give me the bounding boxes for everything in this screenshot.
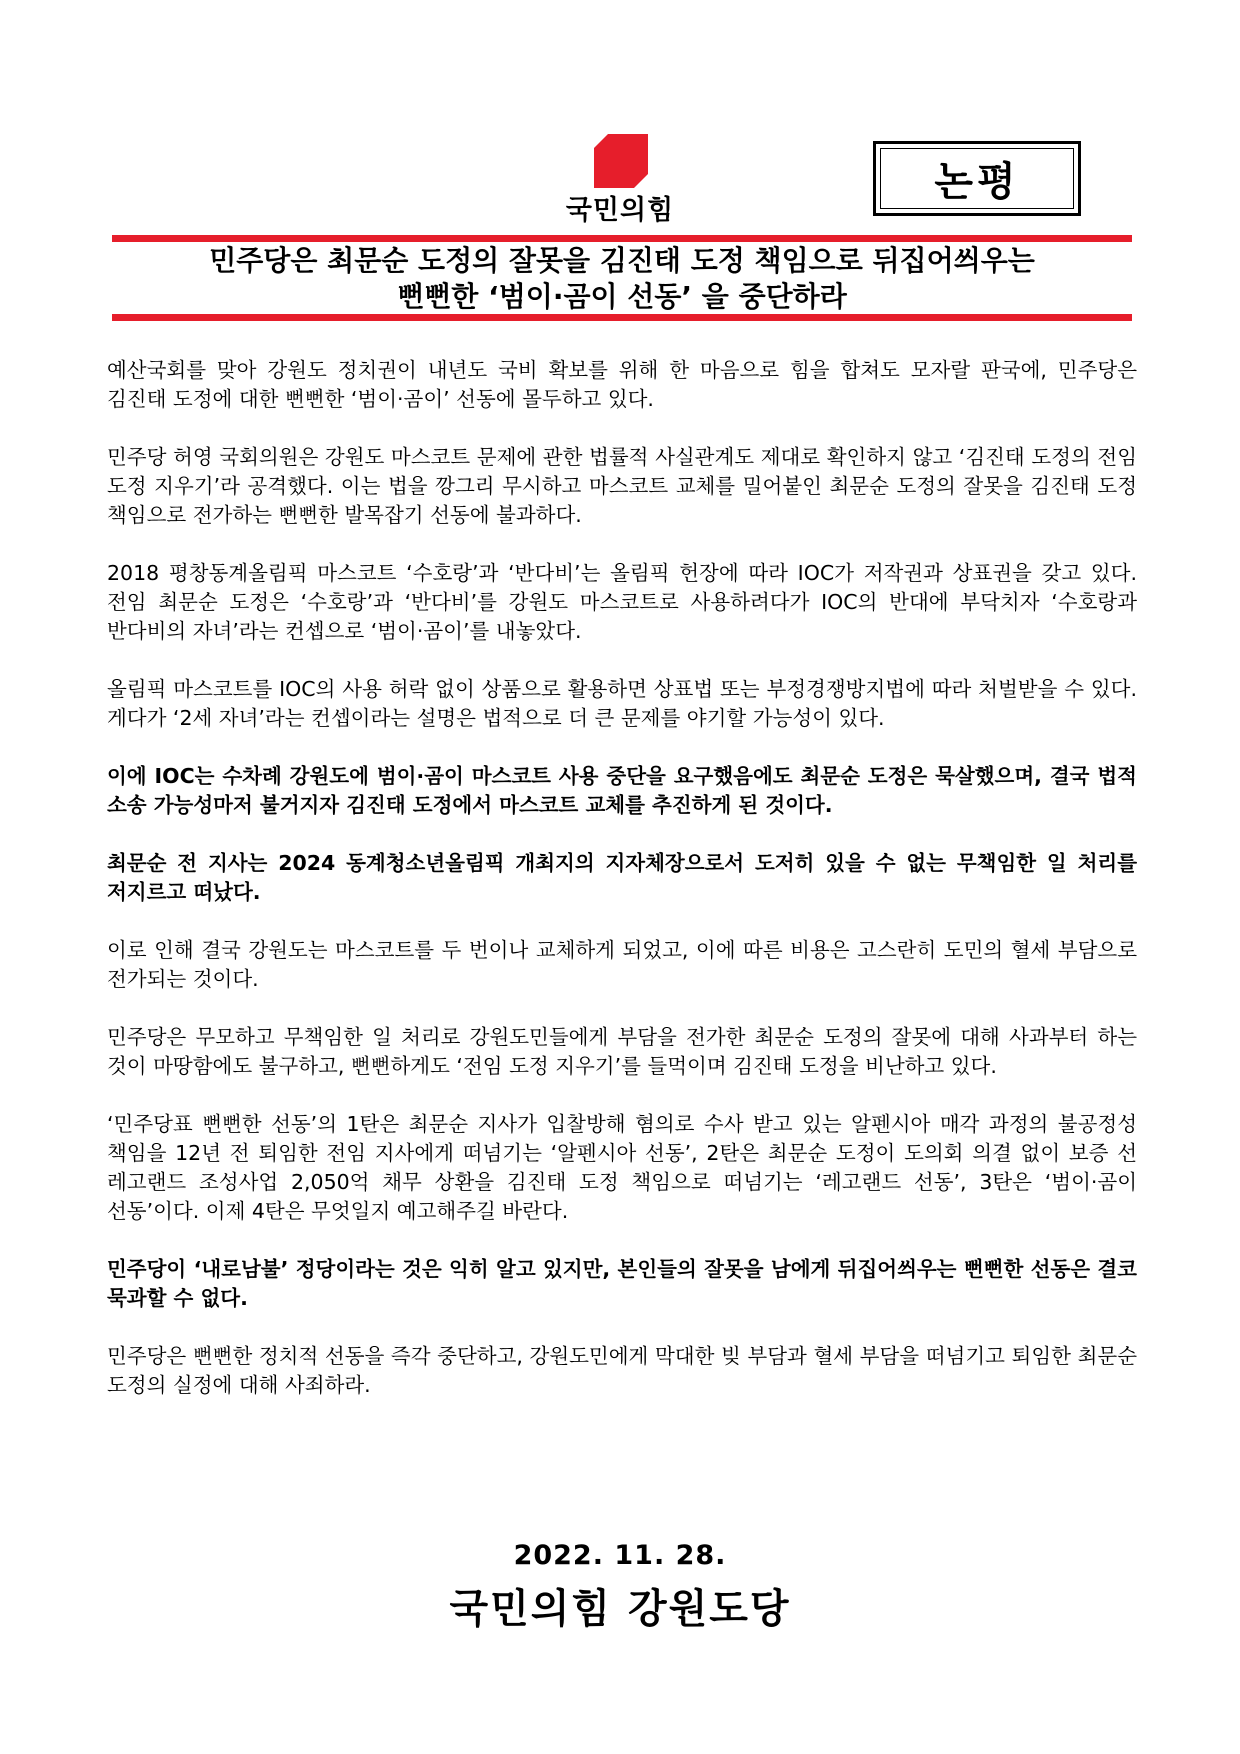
body-paragraph: 민주당은 무모하고 무책임한 일 처리로 강원도민들에게 부담을 전가한 최문순 도정의 잘못에 대해 사과부터 하는 것이 마땅함에도 불구하고, 뻔뻔하게도 ‘전임 도정 지우기’를 들먹이며 김진태 도정을 비난하고 있다. xyxy=(107,1025,1137,1078)
headline-line-1: 민주당은 최문순 도정의 잘못을 김진태 도정 책임으로 뒤집어씌우는 xyxy=(209,244,1035,277)
body-paragraph: 민주당은 뻔뻔한 정치적 선동을 즉각 중단하고, 강원도민에게 막대한 빚 부담과 혈세 부담을 떠넘기고 퇴임한 최문순 도정의 실정에 대해 사죄하라. xyxy=(107,1344,1137,1397)
body-paragraph: 예산국회를 맞아 강원도 정치권이 내년도 국비 확보를 위해 한 마음으로 힘을 합쳐도 모자랄 판국에, 민주당은 김진태 도정에 대한 뻔뻔한 ‘범이·곰이’ 선동에 몰두하고 있다. xyxy=(107,358,1137,411)
issuer-signature: 국민의힘 강원도당 xyxy=(449,1586,791,1632)
headline-top-rule xyxy=(112,235,1132,242)
headline xyxy=(112,243,1132,315)
party-logo-text: 국민의힘 xyxy=(565,195,675,226)
body-paragraph: 2018 평창동계올림픽 마스코트 ‘수호랑’과 ‘반다비’는 올림픽 헌장에 따라 IOC가 저작권과 상표권을 갖고 있다. 전임 최문순 도정은 ‘수호랑’과 ‘반다비’를 강원도 마스코트로 사용하려다가 IOC의 반대에 부닥치자 ‘수호랑과 반다비의 자녀’라는 컨셉으로 ‘범이·곰이’를 내놓았다. xyxy=(107,561,1137,643)
body-paragraph: 이에 IOC는 수차례 강원도에 범이·곰이 마스코트 사용 중단을 요구했음에도 최문순 도정은 묵살했으며, 결국 법적 소송 가능성마저 불거지자 김진태 도정에서 마스코트 교체를 추진하게 된 것이다. xyxy=(107,764,1137,817)
document-type-box xyxy=(873,141,1081,216)
body-paragraph: 이로 인해 결국 강원도는 마스코트를 두 번이나 교체하게 되었고, 이에 따른 비용은 고스란히 도민의 혈세 부담으로 전가되는 것이다. xyxy=(107,938,1137,991)
body-paragraph: 최문순 전 지사는 2024 동계청소년올림픽 개최지의 지자체장으로서 도저히 있을 수 없는 무책임한 일 처리를 저지르고 떠났다. xyxy=(107,851,1137,904)
body-paragraph: 올림픽 마스코트를 IOC의 사용 허락 없이 상품으로 활용하면 상표법 또는 부정경쟁방지법에 따라 처벌받을 수 있다. 게다가 ‘2세 자녀’라는 컨셉이라는 설명은 법적으로 더 큰 문제를 야기할 가능성이 있다. xyxy=(107,677,1137,730)
issue-date: 2022. 11. 28. xyxy=(513,1540,727,1571)
headline-bottom-rule xyxy=(112,314,1132,321)
document-type-label: 논평 xyxy=(934,159,1020,205)
party-logo-mark xyxy=(594,134,648,188)
statement-body xyxy=(107,356,1137,1429)
body-paragraph: 민주당 허영 국회의원은 강원도 마스코트 문제에 관한 법률적 사실관계도 제대로 확인하지 않고 ‘김진태 도정의 전임 도정 지우기’라 공격했다. 이는 법을 깡그리 무시하고 마스코트 교체를 밀어붙인 최문순 도정의 잘못을 김진태 도정 책임으로 전가하는 뻔뻔한 발목잡기 선동에 불과하다. xyxy=(107,445,1137,527)
headline-line-2: 뻔뻔한 ‘범이·곰이 선동’ 을 중단하라 xyxy=(397,280,847,313)
body-paragraph: 민주당이 ‘내로남불’ 정당이라는 것은 익히 알고 있지만, 본인들의 잘못을 남에게 뒤집어씌우는 뻔뻔한 선동은 결코 묵과할 수 없다. xyxy=(107,1257,1137,1310)
body-paragraph: ‘민주당표 뻔뻔한 선동’의 1탄은 최문순 지사가 입찰방해 혐의로 수사 받고 있는 알펜시아 매각 과정의 불공정성 책임을 12년 전 퇴임한 전임 지사에게 떠넘기는 ‘알펜시아 선동’, 2탄은 최문순 도정이 도의회 의결 없이 보증 선 레고랜드 조성사업 2,050억 채무 상환을 김진태 도정 책임으로 떠넘기는 ‘레고랜드 선동’, 3탄은 ‘범이·곰이 선동’이다. 이제 4탄은 무엇일지 예고해주길 바란다. xyxy=(107,1112,1137,1223)
party-logo xyxy=(560,134,680,230)
